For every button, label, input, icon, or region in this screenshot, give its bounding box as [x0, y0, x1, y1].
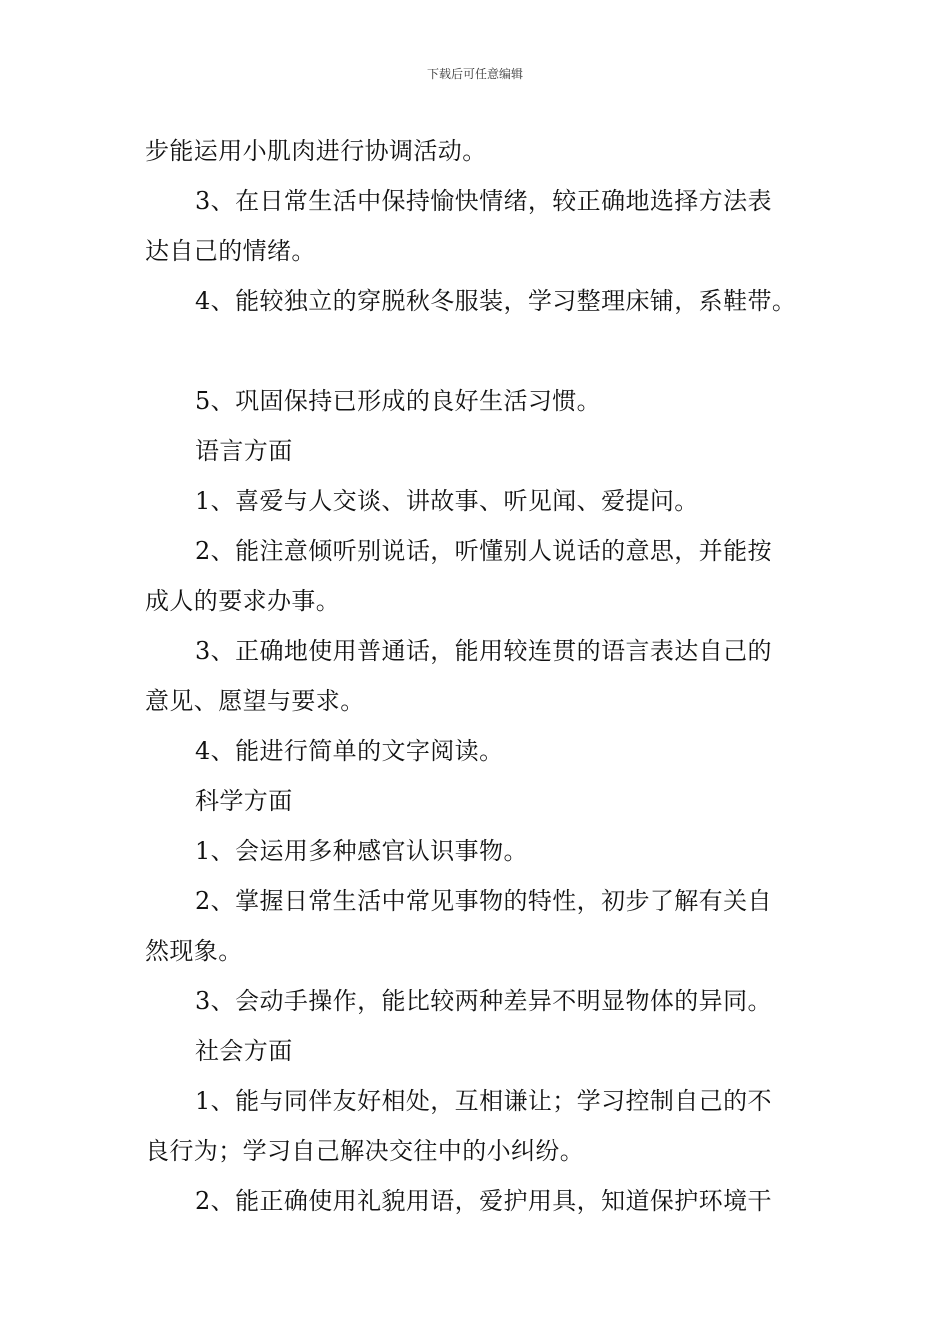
text-line: 4、能较独立的穿脱秋冬服装，学习整理床铺，系鞋带。	[195, 287, 797, 315]
section-heading-society: 社会方面	[195, 1037, 293, 1065]
text-line: 达自己的情绪。	[145, 237, 316, 265]
text-line: 3、正确地使用普通话，能用较连贯的语言表达自己的	[195, 637, 772, 665]
text-line: 良行为；学习自己解决交往中的小纠纷。	[145, 1137, 585, 1165]
text-line: 1、能与同伴友好相处，互相谦让；学习控制自己的不	[195, 1087, 772, 1115]
blank-line	[145, 326, 825, 376]
text-line: 成人的要求办事。	[145, 587, 341, 615]
text-line: 2、能正确使用礼貌用语，爱护用具，知道保护环境干	[195, 1187, 772, 1215]
text-line: 3、会动手操作，能比较两种差异不明显物体的异同。	[195, 987, 772, 1015]
page-header: 下载后可任意编辑	[426, 67, 523, 81]
text-line: 然现象。	[145, 937, 243, 965]
text-line: 意见、愿望与要求。	[145, 687, 365, 715]
text-line: 步能运用小肌肉进行协调活动。	[145, 137, 487, 165]
section-heading-language: 语言方面	[195, 437, 293, 465]
text-line: 3、在日常生活中保持愉快情绪，较正确地选择方法表	[195, 187, 772, 215]
text-line: 2、能注意倾听别说话，听懂别人说话的意思，并能按	[195, 537, 772, 565]
text-line: 2、掌握日常生活中常见事物的特性，初步了解有关自	[195, 887, 772, 915]
text-line: 1、喜爱与人交谈、讲故事、听见闻、爱提问。	[195, 487, 699, 515]
section-heading-science: 科学方面	[195, 787, 293, 815]
text-line: 4、能进行简单的文字阅读。	[195, 737, 504, 765]
text-line: 5、巩固保持已形成的良好生活习惯。	[195, 387, 602, 415]
text-line: 1、会运用多种感官认识事物。	[195, 837, 528, 865]
document-body	[145, 126, 825, 1226]
